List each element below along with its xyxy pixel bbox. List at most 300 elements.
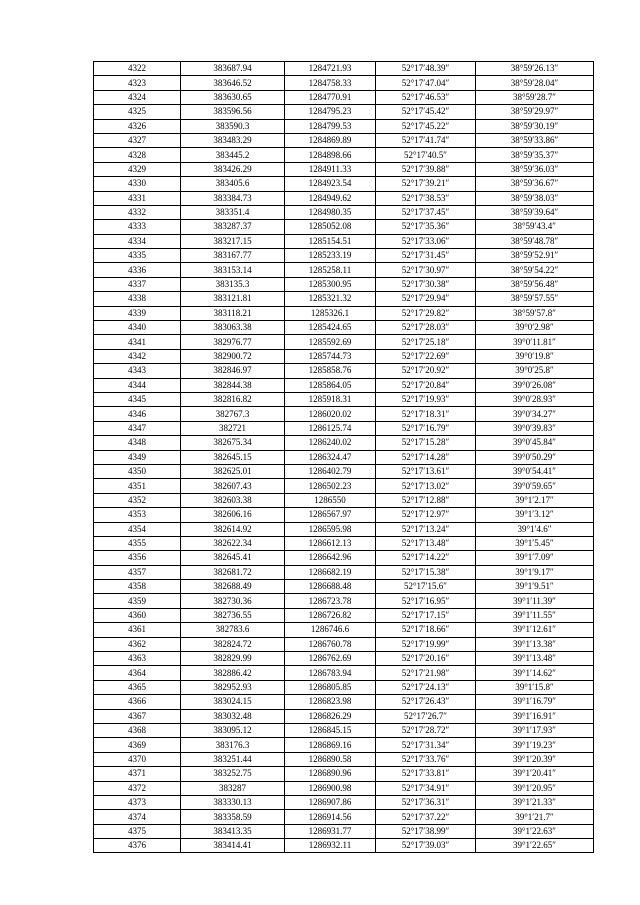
point-number-cell: 4373 <box>94 795 181 809</box>
latitude-cell: 52°17′31.45″ <box>376 249 476 263</box>
x-coordinate-cell: 383687.94 <box>181 62 285 76</box>
y-coordinate-cell: 1286932.11 <box>285 839 376 853</box>
latitude-cell: 52°17′21.98″ <box>376 666 476 680</box>
y-coordinate-cell: 1285424.65 <box>285 321 376 335</box>
y-coordinate-cell: 1286869.16 <box>285 738 376 752</box>
point-number-cell: 4369 <box>94 738 181 752</box>
x-coordinate-cell: 383252.75 <box>181 767 285 781</box>
x-coordinate-cell: 383426.29 <box>181 162 285 176</box>
longitude-cell: 39°0′2.98″ <box>476 321 594 335</box>
table-row <box>94 162 594 176</box>
point-number-cell: 4362 <box>94 637 181 651</box>
table-row <box>94 580 594 594</box>
latitude-cell: 52°17′48.39″ <box>376 62 476 76</box>
y-coordinate-cell: 1286805.85 <box>285 680 376 694</box>
point-number-cell: 4351 <box>94 479 181 493</box>
y-coordinate-cell: 1285321.32 <box>285 292 376 306</box>
y-coordinate-cell: 1284898.66 <box>285 148 376 162</box>
latitude-cell: 52°17′38.53″ <box>376 191 476 205</box>
x-coordinate-cell: 382736.55 <box>181 608 285 622</box>
point-number-cell: 4327 <box>94 133 181 147</box>
point-number-cell: 4357 <box>94 565 181 579</box>
longitude-cell: 39°1′17.93″ <box>476 723 594 737</box>
y-coordinate-cell: 1285864.05 <box>285 378 376 392</box>
table-row <box>94 105 594 119</box>
table-row <box>94 378 594 392</box>
y-coordinate-cell: 1286682.19 <box>285 565 376 579</box>
point-number-cell: 4375 <box>94 824 181 838</box>
longitude-cell: 39°1′21.7″ <box>476 810 594 824</box>
latitude-cell: 52°17′13.48″ <box>376 536 476 550</box>
latitude-cell: 52°17′45.42″ <box>376 105 476 119</box>
y-coordinate-cell: 1286762.69 <box>285 652 376 666</box>
latitude-cell: 52°17′14.22″ <box>376 551 476 565</box>
longitude-cell: 38°59′33.86″ <box>476 133 594 147</box>
latitude-cell: 52°17′30.97″ <box>376 263 476 277</box>
y-coordinate-cell: 1284980.35 <box>285 205 376 219</box>
longitude-cell: 39°1′13.48″ <box>476 652 594 666</box>
latitude-cell: 52°17′41.74″ <box>376 133 476 147</box>
longitude-cell: 38°59′57.55″ <box>476 292 594 306</box>
x-coordinate-cell: 382844.38 <box>181 378 285 392</box>
longitude-cell: 38°59′52.91″ <box>476 249 594 263</box>
point-number-cell: 4366 <box>94 695 181 709</box>
x-coordinate-cell: 383413.35 <box>181 824 285 838</box>
table-row <box>94 608 594 622</box>
y-coordinate-cell: 1284869.89 <box>285 133 376 147</box>
longitude-cell: 38°59′26.13″ <box>476 62 594 76</box>
table-row <box>94 723 594 737</box>
table-row <box>94 205 594 219</box>
longitude-cell: 38°59′28.7″ <box>476 90 594 104</box>
table-row <box>94 623 594 637</box>
point-number-cell: 4330 <box>94 177 181 191</box>
table-row <box>94 464 594 478</box>
point-number-cell: 4348 <box>94 436 181 450</box>
y-coordinate-cell: 1285858.76 <box>285 364 376 378</box>
table-row <box>94 392 594 406</box>
longitude-cell: 39°0′28.93″ <box>476 392 594 406</box>
y-coordinate-cell: 1286914.56 <box>285 810 376 824</box>
longitude-cell: 39°1′9.17″ <box>476 565 594 579</box>
x-coordinate-cell: 382976.77 <box>181 335 285 349</box>
latitude-cell: 52°17′35.36″ <box>376 220 476 234</box>
table-row <box>94 522 594 536</box>
table-row <box>94 436 594 450</box>
x-coordinate-cell: 383630.65 <box>181 90 285 104</box>
longitude-cell: 39°1′22.63″ <box>476 824 594 838</box>
point-number-cell: 4338 <box>94 292 181 306</box>
latitude-cell: 52°17′33.76″ <box>376 752 476 766</box>
y-coordinate-cell: 1284799.53 <box>285 119 376 133</box>
y-coordinate-cell: 1285326.1 <box>285 306 376 320</box>
latitude-cell: 52°17′28.72″ <box>376 723 476 737</box>
x-coordinate-cell: 383358.59 <box>181 810 285 824</box>
point-number-cell: 4329 <box>94 162 181 176</box>
longitude-cell: 39°1′7.09″ <box>476 551 594 565</box>
y-coordinate-cell: 1285592.69 <box>285 335 376 349</box>
point-number-cell: 4361 <box>94 623 181 637</box>
y-coordinate-cell: 1284911.33 <box>285 162 376 176</box>
latitude-cell: 52°17′31.34″ <box>376 738 476 752</box>
table-row <box>94 709 594 723</box>
point-number-cell: 4322 <box>94 62 181 76</box>
x-coordinate-cell: 382675.34 <box>181 436 285 450</box>
latitude-cell: 52°17′26.7″ <box>376 709 476 723</box>
table-row <box>94 695 594 709</box>
table-row <box>94 76 594 90</box>
latitude-cell: 52°17′12.97″ <box>376 508 476 522</box>
table-row <box>94 594 594 608</box>
point-number-cell: 4339 <box>94 306 181 320</box>
longitude-cell: 38°59′56.48″ <box>476 277 594 291</box>
table-row <box>94 421 594 435</box>
longitude-cell: 38°59′35.37″ <box>476 148 594 162</box>
longitude-cell: 39°0′26.08″ <box>476 378 594 392</box>
x-coordinate-cell: 383646.52 <box>181 76 285 90</box>
y-coordinate-cell: 1285233.19 <box>285 249 376 263</box>
y-coordinate-cell: 1285154.51 <box>285 234 376 248</box>
point-number-cell: 4376 <box>94 839 181 853</box>
latitude-cell: 52°17′34.91″ <box>376 781 476 795</box>
x-coordinate-cell: 383135.3 <box>181 277 285 291</box>
y-coordinate-cell: 1286900.98 <box>285 781 376 795</box>
latitude-cell: 52°17′19.93″ <box>376 392 476 406</box>
coordinates-table <box>93 61 594 853</box>
point-number-cell: 4372 <box>94 781 181 795</box>
x-coordinate-cell: 382829.99 <box>181 652 285 666</box>
longitude-cell: 39°0′19.8″ <box>476 349 594 363</box>
latitude-cell: 52°17′33.81″ <box>376 767 476 781</box>
table-row <box>94 335 594 349</box>
y-coordinate-cell: 1286931.77 <box>285 824 376 838</box>
x-coordinate-cell: 382645.15 <box>181 450 285 464</box>
y-coordinate-cell: 1286324.47 <box>285 450 376 464</box>
longitude-cell: 38°59′36.03″ <box>476 162 594 176</box>
x-coordinate-cell: 383330.13 <box>181 795 285 809</box>
table-row <box>94 191 594 205</box>
x-coordinate-cell: 382645.41 <box>181 551 285 565</box>
point-number-cell: 4365 <box>94 680 181 694</box>
x-coordinate-cell: 383251.44 <box>181 752 285 766</box>
latitude-cell: 52°17′39.03″ <box>376 839 476 853</box>
point-number-cell: 4332 <box>94 205 181 219</box>
y-coordinate-cell: 1286783.94 <box>285 666 376 680</box>
longitude-cell: 39°1′20.41″ <box>476 767 594 781</box>
x-coordinate-cell: 382900.72 <box>181 349 285 363</box>
table-row <box>94 551 594 565</box>
x-coordinate-cell: 382681.72 <box>181 565 285 579</box>
longitude-cell: 39°1′9.51″ <box>476 580 594 594</box>
y-coordinate-cell: 1286402.79 <box>285 464 376 478</box>
x-coordinate-cell: 383287 <box>181 781 285 795</box>
point-number-cell: 4364 <box>94 666 181 680</box>
table-row <box>94 220 594 234</box>
y-coordinate-cell: 1286823.98 <box>285 695 376 709</box>
y-coordinate-cell: 1286240.02 <box>285 436 376 450</box>
latitude-cell: 52°17′16.95″ <box>376 594 476 608</box>
table-row <box>94 810 594 824</box>
point-number-cell: 4350 <box>94 464 181 478</box>
point-number-cell: 4337 <box>94 277 181 291</box>
table-row <box>94 493 594 507</box>
table-row <box>94 177 594 191</box>
latitude-cell: 52°17′13.02″ <box>376 479 476 493</box>
point-number-cell: 4360 <box>94 608 181 622</box>
point-number-cell: 4356 <box>94 551 181 565</box>
latitude-cell: 52°17′38.99″ <box>376 824 476 838</box>
point-number-cell: 4354 <box>94 522 181 536</box>
x-coordinate-cell: 382886.42 <box>181 666 285 680</box>
longitude-cell: 38°59′57.8″ <box>476 306 594 320</box>
x-coordinate-cell: 383405.6 <box>181 177 285 191</box>
latitude-cell: 52°17′18.31″ <box>376 407 476 421</box>
y-coordinate-cell: 1284795.23 <box>285 105 376 119</box>
latitude-cell: 52°17′40.5″ <box>376 148 476 162</box>
coordinates-table-body <box>94 62 594 853</box>
x-coordinate-cell: 383153.14 <box>181 263 285 277</box>
y-coordinate-cell: 1286642.96 <box>285 551 376 565</box>
point-number-cell: 4340 <box>94 321 181 335</box>
x-coordinate-cell: 382846.97 <box>181 364 285 378</box>
latitude-cell: 52°17′16.79″ <box>376 421 476 435</box>
x-coordinate-cell: 383590.3 <box>181 119 285 133</box>
point-number-cell: 4333 <box>94 220 181 234</box>
table-row <box>94 637 594 651</box>
table-row <box>94 795 594 809</box>
latitude-cell: 52°17′24.13″ <box>376 680 476 694</box>
y-coordinate-cell: 1286890.58 <box>285 752 376 766</box>
longitude-cell: 39°1′19.23″ <box>476 738 594 752</box>
x-coordinate-cell: 383414.41 <box>181 839 285 853</box>
x-coordinate-cell: 383176.3 <box>181 738 285 752</box>
latitude-cell: 52°17′20.16″ <box>376 652 476 666</box>
point-number-cell: 4370 <box>94 752 181 766</box>
longitude-cell: 38°59′36.67″ <box>476 177 594 191</box>
x-coordinate-cell: 383384.73 <box>181 191 285 205</box>
latitude-cell: 52°17′30.38″ <box>376 277 476 291</box>
point-number-cell: 4347 <box>94 421 181 435</box>
table-row <box>94 119 594 133</box>
point-number-cell: 4352 <box>94 493 181 507</box>
longitude-cell: 39°0′54.41″ <box>476 464 594 478</box>
table-row <box>94 306 594 320</box>
table-row <box>94 839 594 853</box>
y-coordinate-cell: 1286125.74 <box>285 421 376 435</box>
x-coordinate-cell: 383351.4 <box>181 205 285 219</box>
longitude-cell: 38°59′28.04″ <box>476 76 594 90</box>
table-row <box>94 407 594 421</box>
table-row <box>94 62 594 76</box>
latitude-cell: 52°17′15.38″ <box>376 565 476 579</box>
longitude-cell: 39°1′13.38″ <box>476 637 594 651</box>
latitude-cell: 52°17′36.31″ <box>376 795 476 809</box>
x-coordinate-cell: 382824.72 <box>181 637 285 651</box>
longitude-cell: 38°59′43.4″ <box>476 220 594 234</box>
latitude-cell: 52°17′25.18″ <box>376 335 476 349</box>
y-coordinate-cell: 1286907.86 <box>285 795 376 809</box>
y-coordinate-cell: 1285300.95 <box>285 277 376 291</box>
latitude-cell: 52°17′46.53″ <box>376 90 476 104</box>
point-number-cell: 4345 <box>94 392 181 406</box>
point-number-cell: 4343 <box>94 364 181 378</box>
longitude-cell: 39°1′11.39″ <box>476 594 594 608</box>
x-coordinate-cell: 383287.37 <box>181 220 285 234</box>
latitude-cell: 52°17′47.04″ <box>376 76 476 90</box>
x-coordinate-cell: 382783.6 <box>181 623 285 637</box>
latitude-cell: 52°17′26.43″ <box>376 695 476 709</box>
y-coordinate-cell: 1286612.13 <box>285 536 376 550</box>
y-coordinate-cell: 1284949.62 <box>285 191 376 205</box>
y-coordinate-cell: 1286502.23 <box>285 479 376 493</box>
latitude-cell: 52°17′37.22″ <box>376 810 476 824</box>
point-number-cell: 4341 <box>94 335 181 349</box>
point-number-cell: 4335 <box>94 249 181 263</box>
point-number-cell: 4359 <box>94 594 181 608</box>
latitude-cell: 52°17′28.03″ <box>376 321 476 335</box>
longitude-cell: 39°0′45.84″ <box>476 436 594 450</box>
longitude-cell: 39°1′14.62″ <box>476 666 594 680</box>
latitude-cell: 52°17′33.06″ <box>376 234 476 248</box>
point-number-cell: 4371 <box>94 767 181 781</box>
latitude-cell: 52°17′20.84″ <box>376 378 476 392</box>
x-coordinate-cell: 383217.15 <box>181 234 285 248</box>
y-coordinate-cell: 1286760.78 <box>285 637 376 651</box>
table-row <box>94 536 594 550</box>
table-row <box>94 249 594 263</box>
latitude-cell: 52°17′14.28″ <box>376 450 476 464</box>
longitude-cell: 39°1′16.79″ <box>476 695 594 709</box>
x-coordinate-cell: 383024.15 <box>181 695 285 709</box>
point-number-cell: 4358 <box>94 580 181 594</box>
table-row <box>94 767 594 781</box>
point-number-cell: 4355 <box>94 536 181 550</box>
y-coordinate-cell: 1286723.78 <box>285 594 376 608</box>
longitude-cell: 39°1′20.95″ <box>476 781 594 795</box>
latitude-cell: 52°17′29.94″ <box>376 292 476 306</box>
table-row <box>94 508 594 522</box>
longitude-cell: 39°1′16.91″ <box>476 709 594 723</box>
longitude-cell: 39°1′11.55″ <box>476 608 594 622</box>
point-number-cell: 4344 <box>94 378 181 392</box>
y-coordinate-cell: 1286020.02 <box>285 407 376 421</box>
x-coordinate-cell: 382767.3 <box>181 407 285 421</box>
table-row <box>94 292 594 306</box>
y-coordinate-cell: 1286567.97 <box>285 508 376 522</box>
latitude-cell: 52°17′15.28″ <box>376 436 476 450</box>
x-coordinate-cell: 383118.21 <box>181 306 285 320</box>
table-row <box>94 824 594 838</box>
table-row <box>94 349 594 363</box>
longitude-cell: 39°1′4.6″ <box>476 522 594 536</box>
table-row <box>94 364 594 378</box>
point-number-cell: 4334 <box>94 234 181 248</box>
table-row <box>94 752 594 766</box>
x-coordinate-cell: 382688.49 <box>181 580 285 594</box>
y-coordinate-cell: 1285744.73 <box>285 349 376 363</box>
point-number-cell: 4326 <box>94 119 181 133</box>
latitude-cell: 52°17′15.6″ <box>376 580 476 594</box>
longitude-cell: 39°1′12.61″ <box>476 623 594 637</box>
longitude-cell: 38°59′54.22″ <box>476 263 594 277</box>
table-row <box>94 479 594 493</box>
y-coordinate-cell: 1286845.15 <box>285 723 376 737</box>
x-coordinate-cell: 382730.36 <box>181 594 285 608</box>
longitude-cell: 38°59′48.78″ <box>476 234 594 248</box>
table-row <box>94 781 594 795</box>
point-number-cell: 4323 <box>94 76 181 90</box>
longitude-cell: 39°0′50.29″ <box>476 450 594 464</box>
longitude-cell: 38°59′30.19″ <box>476 119 594 133</box>
point-number-cell: 4363 <box>94 652 181 666</box>
y-coordinate-cell: 1285052.08 <box>285 220 376 234</box>
x-coordinate-cell: 383095.12 <box>181 723 285 737</box>
table-row <box>94 321 594 335</box>
point-number-cell: 4346 <box>94 407 181 421</box>
x-coordinate-cell: 382952.93 <box>181 680 285 694</box>
y-coordinate-cell: 1284758.33 <box>285 76 376 90</box>
x-coordinate-cell: 382614.92 <box>181 522 285 536</box>
table-row <box>94 234 594 248</box>
x-coordinate-cell: 382606.16 <box>181 508 285 522</box>
y-coordinate-cell: 1286550 <box>285 493 376 507</box>
point-number-cell: 4324 <box>94 90 181 104</box>
longitude-cell: 39°0′59.65″ <box>476 479 594 493</box>
x-coordinate-cell: 383445.2 <box>181 148 285 162</box>
point-number-cell: 4331 <box>94 191 181 205</box>
latitude-cell: 52°17′39.21″ <box>376 177 476 191</box>
y-coordinate-cell: 1285918.31 <box>285 392 376 406</box>
table-row <box>94 450 594 464</box>
y-coordinate-cell: 1286826.29 <box>285 709 376 723</box>
latitude-cell: 52°17′12.88″ <box>376 493 476 507</box>
y-coordinate-cell: 1286595.98 <box>285 522 376 536</box>
table-row <box>94 738 594 752</box>
latitude-cell: 52°17′18.66″ <box>376 623 476 637</box>
x-coordinate-cell: 382721 <box>181 421 285 435</box>
x-coordinate-cell: 383121.81 <box>181 292 285 306</box>
longitude-cell: 39°1′21.33″ <box>476 795 594 809</box>
table-row <box>94 680 594 694</box>
point-number-cell: 4336 <box>94 263 181 277</box>
latitude-cell: 52°17′29.82″ <box>376 306 476 320</box>
table-row <box>94 90 594 104</box>
longitude-cell: 38°59′29.97″ <box>476 105 594 119</box>
x-coordinate-cell: 383167.77 <box>181 249 285 263</box>
point-number-cell: 4325 <box>94 105 181 119</box>
y-coordinate-cell: 1286890.96 <box>285 767 376 781</box>
point-number-cell: 4349 <box>94 450 181 464</box>
point-number-cell: 4374 <box>94 810 181 824</box>
point-number-cell: 4342 <box>94 349 181 363</box>
y-coordinate-cell: 1286746.6 <box>285 623 376 637</box>
longitude-cell: 38°59′38.03″ <box>476 191 594 205</box>
longitude-cell: 39°1′5.45″ <box>476 536 594 550</box>
y-coordinate-cell: 1284770.91 <box>285 90 376 104</box>
y-coordinate-cell: 1284923.54 <box>285 177 376 191</box>
x-coordinate-cell: 382603.38 <box>181 493 285 507</box>
table-row <box>94 652 594 666</box>
x-coordinate-cell: 383596.56 <box>181 105 285 119</box>
longitude-cell: 39°1′15.8″ <box>476 680 594 694</box>
y-coordinate-cell: 1286726.82 <box>285 608 376 622</box>
point-number-cell: 4328 <box>94 148 181 162</box>
longitude-cell: 39°1′20.39″ <box>476 752 594 766</box>
table-row <box>94 277 594 291</box>
x-coordinate-cell: 382816.82 <box>181 392 285 406</box>
longitude-cell: 39°0′11.81″ <box>476 335 594 349</box>
latitude-cell: 52°17′45.22″ <box>376 119 476 133</box>
